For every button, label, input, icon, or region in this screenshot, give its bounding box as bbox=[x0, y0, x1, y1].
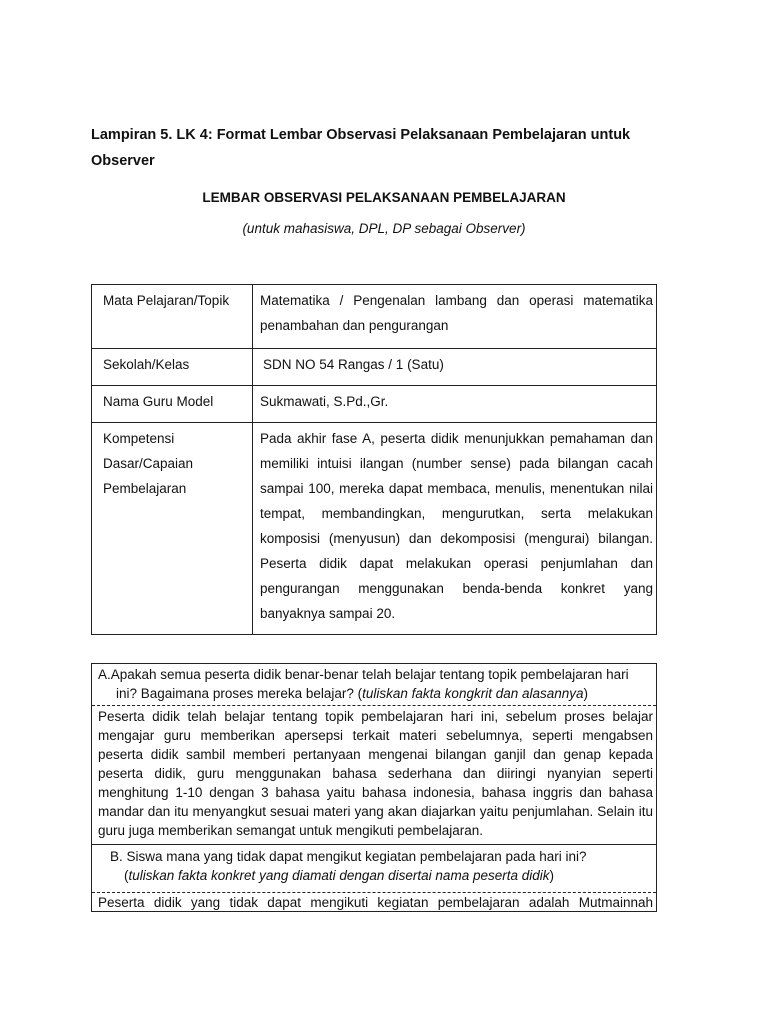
question-a bbox=[92, 664, 656, 706]
answer-b: Peserta didik yang tidak dapat mengikuti kegiatan pembelajaran adalah Mutmainnah bbox=[92, 893, 656, 912]
kompetensi-value: Pada akhir fase A, peserta didik menunjukkan pemahaman dan memiliki intuisi ilangan (number sense) pada bilangan cacah sampai 100, mereka dapat membaca, menulis, menentukan nilai tempat, membandingkan, mengurutkan, serta melakukan komposisi (menyusun) dan dekomposisi (mengurai) bilangan. Peserta didik dapat melakukan operasi penjumlahan dan pengurangan menggunakan benda-benda konkret yang banyaknya sampai 20. bbox=[253, 423, 657, 635]
sekolah-value: SDN NO 54 Rangas / 1 (Satu) bbox=[253, 349, 657, 386]
question-b bbox=[92, 845, 656, 893]
answer-a: Peserta didik telah belajar tentang topik pembelajaran hari ini, sebelum proses belajar mengajar guru memberikan apersepsi terkait materi sebelumnya, seperti mengabsen peserta didik sambil memberi pertanyaan mengenai bilangan ganjil dan genap kepada peserta didik, guru menggunakan bahasa sederhana dan diiringi nyanyian seperti menghitung 1-10 dengan 3 bahasa yaitu bahasa indonesia, bahasa inggris dan bahasa mandar dan itu menyangkut sesuai materi yang akan diajarkan yaitu penjumlahan. Selain itu guru juga memberikan semangat untuk mengikuti pembelajaran. bbox=[92, 706, 656, 845]
question-a-line1: A.Apakah semua peserta didik benar-benar telah belajar tentang topik pembelajaran hari bbox=[98, 667, 629, 682]
form-title: LEMBAR OBSERVASI PELAKSANAAN PEMBELAJARAN bbox=[202, 190, 566, 205]
kompetensi-label-line: Kompetensi bbox=[103, 431, 175, 446]
guru-label: Nama Guru Model bbox=[92, 386, 253, 423]
table-row bbox=[92, 349, 657, 386]
mapel-label: Mata Pelajaran/Topik bbox=[92, 285, 253, 349]
table-row bbox=[92, 386, 657, 423]
mapel-value: Matematika / Pengenalan lambang dan operasi matematika penambahan dan pengurangan bbox=[253, 285, 657, 349]
guru-value: Sukmawati, S.Pd.,Gr. bbox=[253, 386, 657, 423]
question-b-hint: tuliskan fakta konkret yang diamati dengan disertai nama peserta didik bbox=[128, 868, 550, 883]
kompetensi-label bbox=[92, 423, 253, 635]
table-row bbox=[92, 285, 657, 349]
question-a-text: ini? Bagaimana proses mereka belajar? ( bbox=[116, 686, 363, 701]
form-subtitle: (untuk mahasiswa, DPL, DP sebagai Observer) bbox=[242, 221, 526, 236]
question-b-open: ( bbox=[124, 868, 129, 883]
question-a-hint: tuliskan fakta kongkrit dan alasannya bbox=[362, 686, 584, 701]
document-heading: Lampiran 5. LK 4: Format Lembar Observasi Pelaksanaan Pembelajaran untuk Observer bbox=[91, 127, 631, 169]
info-table bbox=[91, 284, 657, 635]
question-b-line1: B. Siswa mana yang tidak dapat mengikut kegiatan pembelajaran pada hari ini? bbox=[110, 849, 587, 864]
sekolah-label: Sekolah/Kelas bbox=[92, 349, 253, 386]
question-a-close: ) bbox=[583, 686, 589, 701]
observation-questions bbox=[91, 663, 657, 912]
question-a-line2 bbox=[98, 684, 650, 703]
kompetensi-label-line: Dasar/Capaian bbox=[103, 456, 194, 471]
table-row bbox=[92, 423, 657, 635]
question-b-line2 bbox=[98, 866, 650, 885]
question-b-close: ) bbox=[549, 868, 554, 883]
kompetensi-label-line: Pembelajaran bbox=[103, 481, 187, 496]
